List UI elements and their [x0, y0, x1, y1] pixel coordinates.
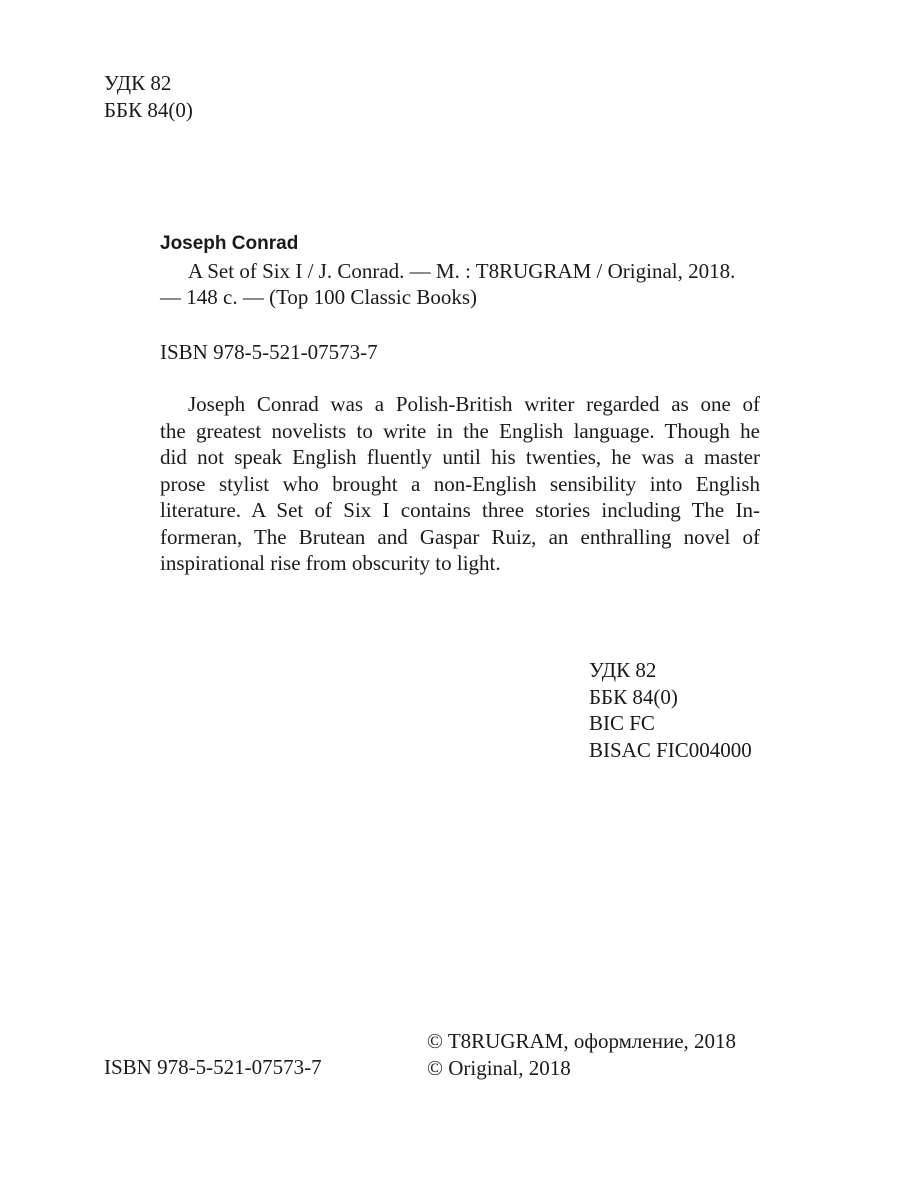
bibliographic-entry [160, 231, 760, 311]
isbn-main: ISBN 978-5-521-07573-7 [160, 340, 378, 364]
abstract-line: the greatest novelists to write in the English language. Though he [160, 418, 760, 443]
bbk-code: ББК 84(0) [589, 684, 678, 709]
udk-code: УДК 82 [104, 71, 172, 95]
abstract [160, 391, 760, 577]
copyright-line: © T8RUGRAM, оформление, 2018 [427, 1029, 737, 1053]
copyright-line: © Original, 2018 [427, 1055, 571, 1080]
abstract-line: did not speak English fluently until his twenties, he was a master [160, 445, 760, 469]
bibliographic-line: — 148 с. — (Top 100 Classic Books) [160, 285, 478, 309]
bisac-code: BISAC FIC004000 [589, 737, 752, 762]
author-name: Joseph Conrad [160, 233, 299, 254]
abstract-line: formeran, The Brutean and Gaspar Ruiz, an enthralling novel of [160, 524, 760, 549]
udk-code: УДК 82 [589, 658, 657, 682]
classification-top [104, 70, 193, 123]
copyright-notice [427, 1028, 736, 1081]
abstract-line: Joseph Conrad was a Polish-British writer regarded as one of [188, 392, 760, 416]
bbk-code: ББК 84(0) [104, 97, 193, 122]
abstract-line: prose stylist who brought a non-English sensibility into English [160, 471, 760, 496]
abstract-line: inspirational rise from obscurity to light. [160, 551, 501, 575]
bic-code: BIC FC [589, 711, 655, 735]
classification-right [589, 657, 752, 763]
abstract-line: literature. A Set of Six I contains three stories including The In- [160, 498, 760, 522]
isbn-bottom: ISBN 978-5-521-07573-7 [104, 1055, 322, 1079]
bibliographic-line: A Set of Six I / J. Conrad. — M. : T8RUGRAM / Original, 2018. [188, 258, 736, 283]
